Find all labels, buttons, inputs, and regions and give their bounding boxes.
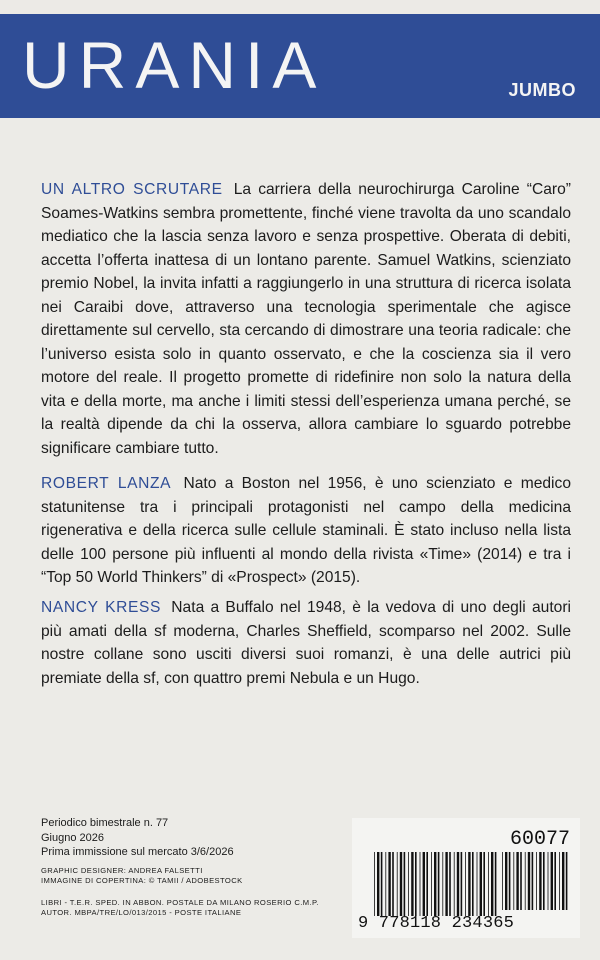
barcode-bar bbox=[559, 852, 560, 910]
barcode-bar bbox=[477, 852, 478, 916]
barcode-bar bbox=[457, 852, 459, 916]
synopsis-paragraph bbox=[41, 178, 571, 460]
barcode-bar bbox=[397, 852, 398, 916]
barcode-main-bars bbox=[374, 852, 498, 916]
barcode-bar bbox=[562, 852, 564, 910]
barcode-bar bbox=[543, 852, 545, 910]
author-bio-lanza bbox=[41, 472, 571, 590]
credit-cover-image: IMMAGINE DI COPERTINA: © TAMII / ADOBESTOCK bbox=[41, 876, 243, 885]
top-border bbox=[0, 0, 600, 14]
barcode-bar bbox=[488, 852, 489, 916]
barcode-bar bbox=[415, 852, 417, 916]
barcode-bar bbox=[509, 852, 511, 910]
barcode-digits: 9 778118 234365 bbox=[358, 914, 515, 933]
barcode-bar bbox=[483, 852, 485, 916]
barcode-bar bbox=[502, 852, 503, 910]
barcode-bar bbox=[505, 852, 507, 910]
barcode-bar bbox=[408, 852, 409, 916]
postal-info bbox=[41, 898, 341, 918]
barcode-bar bbox=[423, 852, 425, 916]
barcode-bar bbox=[465, 852, 466, 916]
barcode-bar bbox=[445, 852, 447, 916]
series-label: JUMBO bbox=[508, 80, 576, 100]
barcode-addon-bars bbox=[502, 852, 568, 910]
barcode-bar bbox=[426, 852, 428, 916]
barcode-bar bbox=[381, 852, 383, 916]
barcode-bar bbox=[516, 852, 518, 910]
barcode-addon-number: 60077 bbox=[509, 828, 570, 851]
barcode-bar bbox=[536, 852, 537, 910]
barcode-bar bbox=[388, 852, 390, 916]
barcode-bar bbox=[434, 852, 436, 916]
synopsis-text: La carriera della neurochirurga Caroline “Caro” Soames-Watkins sembra promettente, finché viene travolta da uno scandalo mediatico che la lascia senza lavoro e senza prospettive. Oberata di debiti, accetta l’offerta inattesa di un lontano parente. Samuel Watkins, scienziato premio Nobel, la invita infatti a raggiungerlo in una struttura di ricerca isolata nei Caraibi dove, attraverso una tecnologia sperimentale che agisce direttamente sul cervello, sta cercando di dimostrare una teoria radicale: che l’universo esista solo in quanto osservato, e che la coscienza sia il vero motore del reale. Il progetto promette di ridefinire non solo la natura della vita e della morte, ma anche i limiti stessi dell’esperienza umana perché, se la realtà dipende da chi la osserva, allora cambiare lo sguardo potrebbe significare cambiare tutto. bbox=[41, 181, 571, 457]
barcode-bar bbox=[449, 852, 451, 916]
barcode-bar bbox=[525, 852, 526, 910]
author-bio-kress bbox=[41, 596, 571, 690]
barcode-bar bbox=[385, 852, 386, 916]
author-bio-text-lanza: Nato a Boston nel 1956, è uno scienziato e medico statunitense tra i principali protagonisti nel campo della medicina rigenerativa e della ricerca sulle cellule staminali. È stato incluso nella lista delle 100 persone più influenti al mondo della rivista «Time» (2014) e tra i “Top 50 World Thinkers” di «Prospect» (2015). bbox=[41, 475, 571, 586]
barcode-bar bbox=[461, 852, 463, 916]
barcode-bar bbox=[420, 852, 421, 916]
postal-line-1: LIBRI - T.E.R. SPED. IN ABBON. POSTALE DA MILANO ROSERIO C.M.P. bbox=[41, 898, 319, 907]
barcode-bar bbox=[520, 852, 522, 910]
imprint-release: Prima immissione sul mercato 3/6/2026 bbox=[41, 846, 234, 858]
author-name-kress: NANCY KRESS bbox=[41, 599, 162, 616]
barcode-bar bbox=[528, 852, 530, 910]
barcode-bar bbox=[513, 852, 514, 910]
barcode-bar bbox=[392, 852, 394, 916]
barcode-bar bbox=[554, 852, 556, 910]
author-bio-text-kress: Nata a Buffalo nel 1948, è la vedova di uno degli autori più amati della sf moderna, Charles Sheffield, scomparso nel 2002. Sulle nostre collane sono usciti diversi suoi romanzi, è una delle autrici più premiate della sf, con quattro premi Nebula e un Hugo. bbox=[41, 599, 571, 687]
barcode-bar bbox=[377, 852, 379, 916]
barcode-bar bbox=[411, 852, 413, 916]
barcode-bar bbox=[548, 852, 549, 910]
synopsis-title: UN ALTRO SCRUTARE bbox=[41, 181, 223, 198]
barcode-bar bbox=[442, 852, 443, 916]
barcode-bar bbox=[566, 852, 568, 910]
barcode-bar bbox=[400, 852, 402, 916]
series-logo: URANIA bbox=[22, 28, 326, 102]
barcode bbox=[352, 818, 580, 938]
barcode-bar bbox=[374, 852, 375, 916]
barcode-bar bbox=[480, 852, 482, 916]
credit-designer: GRAPHIC DESIGNER: ANDREA FALSETTI bbox=[41, 866, 203, 875]
barcode-bar bbox=[404, 852, 406, 916]
barcode-bar bbox=[454, 852, 455, 916]
imprint-date: Giugno 2026 bbox=[41, 831, 104, 844]
barcode-bar bbox=[539, 852, 541, 910]
barcode-bar bbox=[468, 852, 470, 916]
imprint-info bbox=[41, 816, 341, 860]
barcode-bar bbox=[532, 852, 534, 910]
author-name-lanza: ROBERT LANZA bbox=[41, 475, 172, 492]
barcode-bar bbox=[438, 852, 440, 916]
header-band bbox=[0, 14, 600, 118]
barcode-bar bbox=[472, 852, 474, 916]
barcode-bar bbox=[551, 852, 553, 910]
barcode-bar bbox=[431, 852, 432, 916]
imprint-periodicity: Periodico bimestrale n. 77 bbox=[41, 817, 169, 829]
postal-line-2: AUTOR. MBPA/TRE/LO/013/2015 - POSTE ITALIANE bbox=[41, 908, 242, 917]
credits bbox=[41, 866, 341, 886]
barcode-bar bbox=[495, 852, 497, 916]
barcode-bar bbox=[491, 852, 493, 916]
